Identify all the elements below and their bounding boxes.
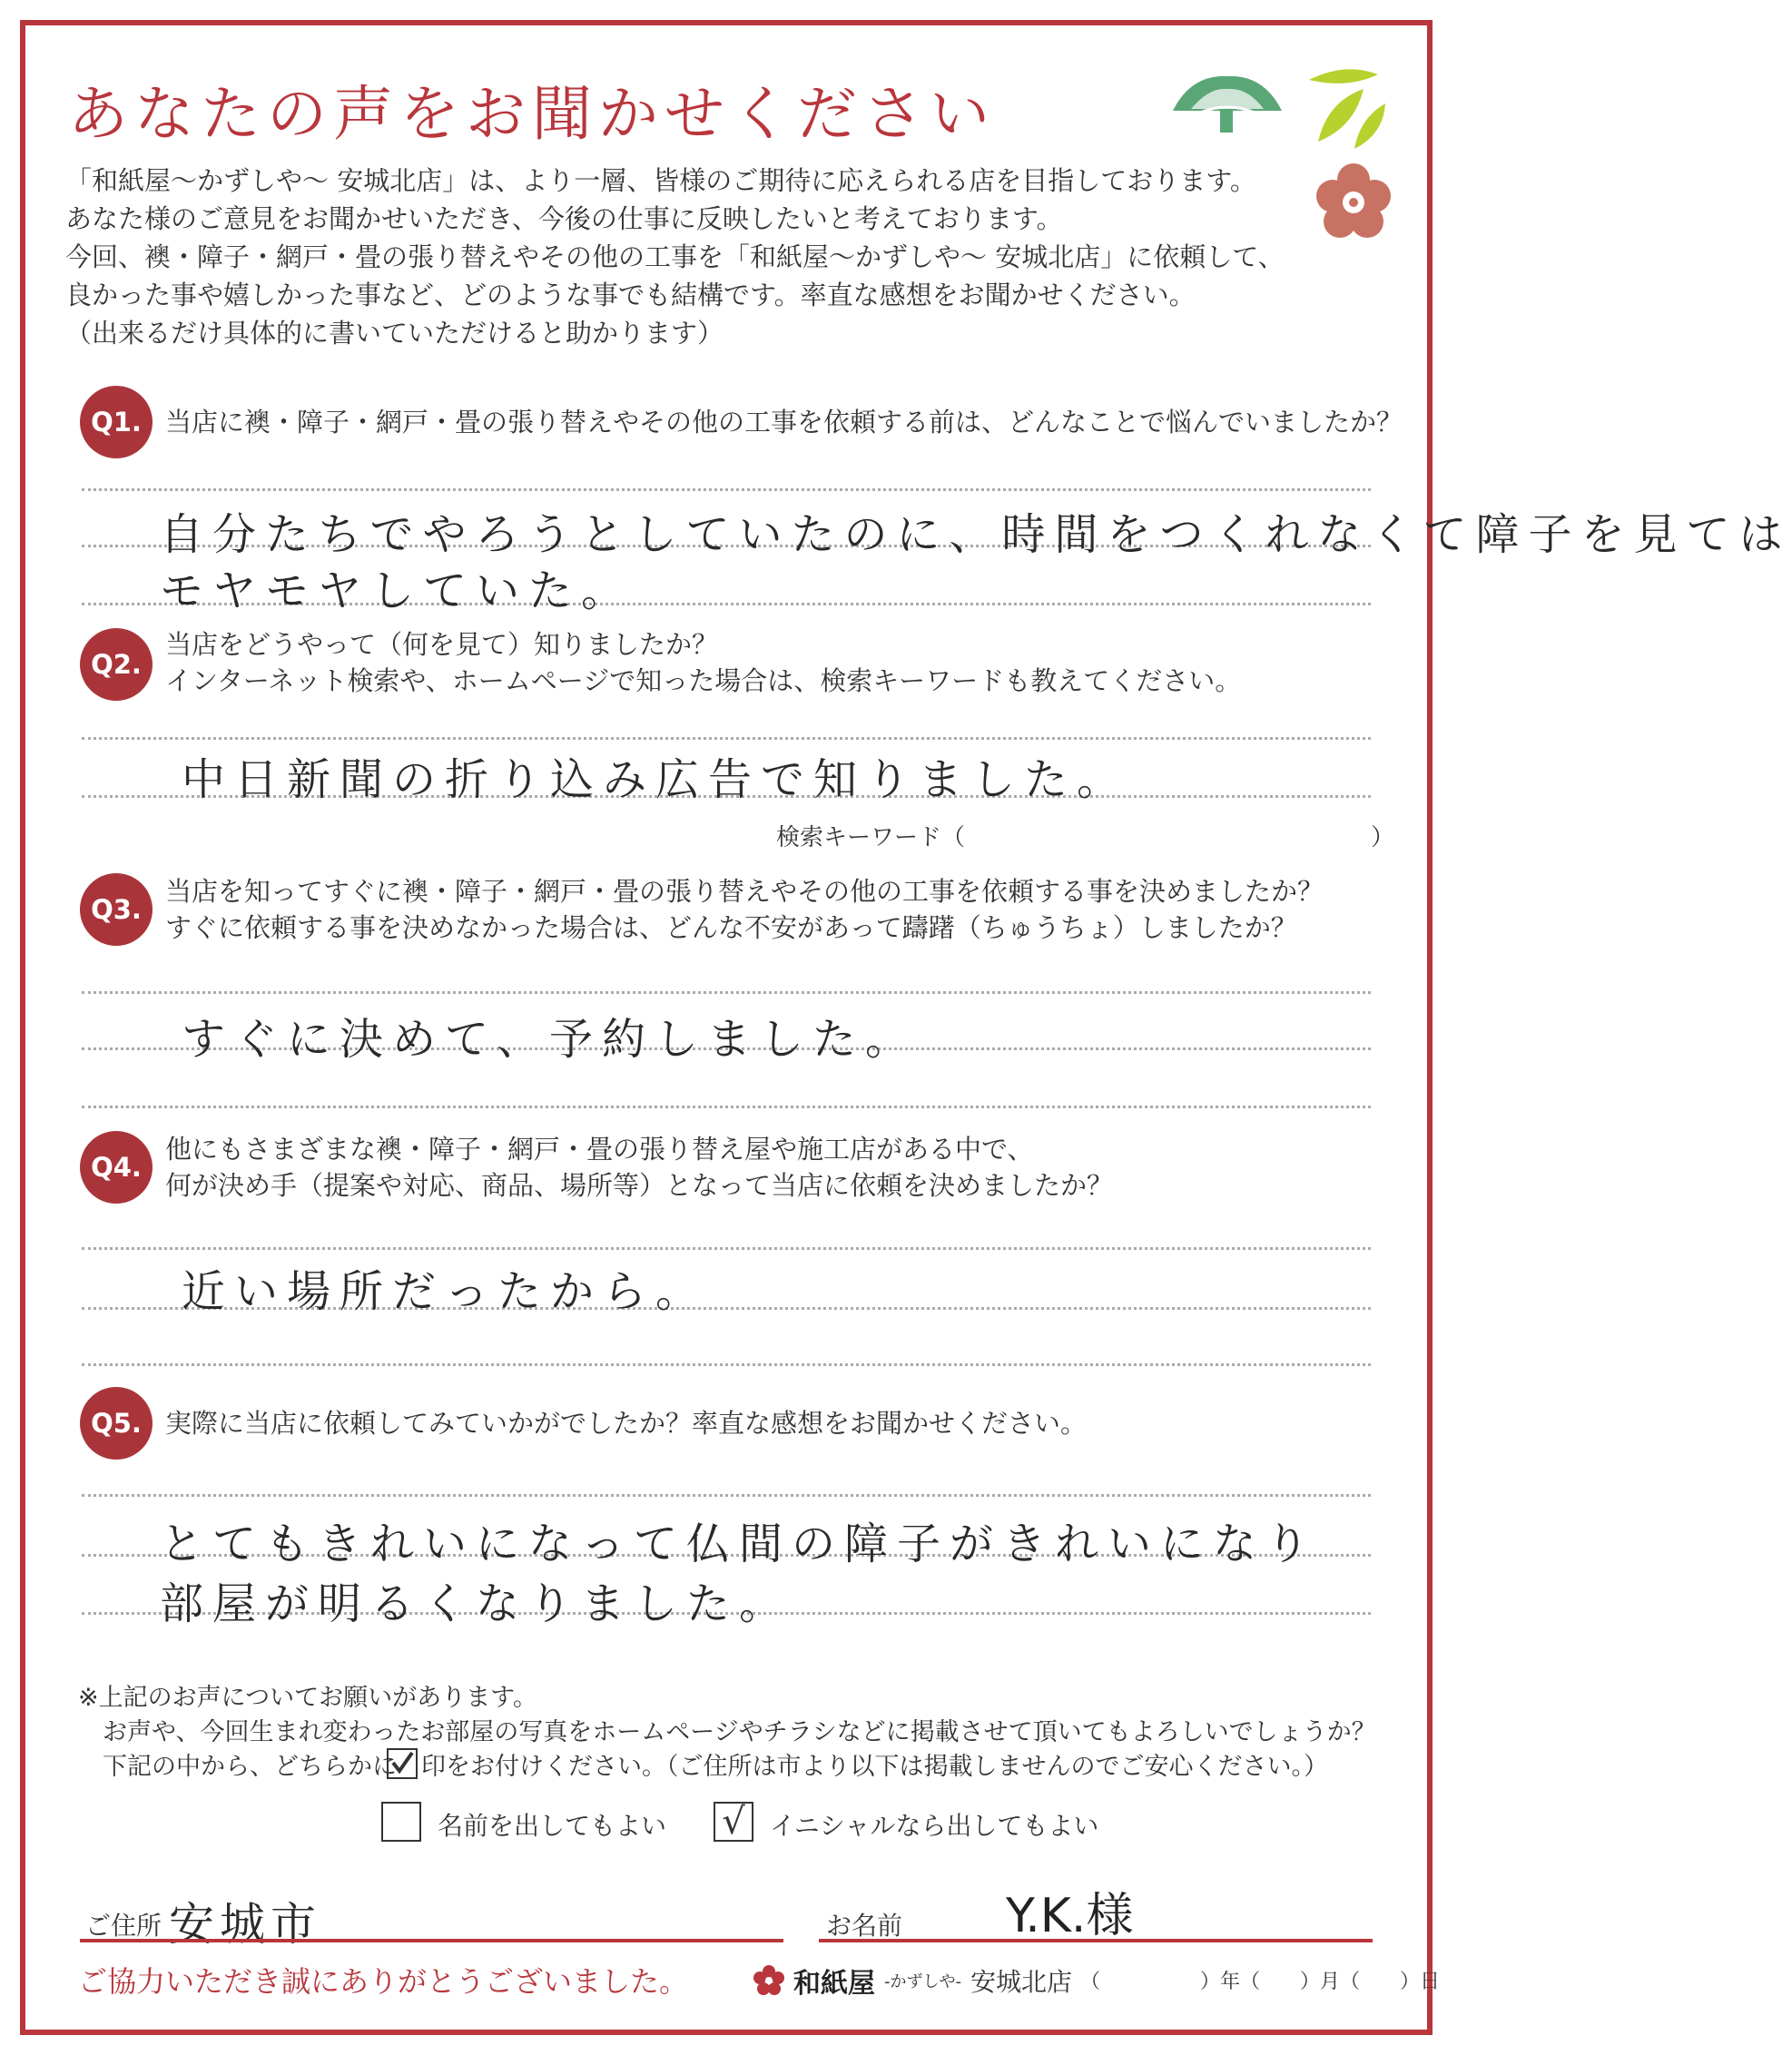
question-line: インターネット検索や、ホームページで知った場合は、検索キーワードも教えてください。	[165, 665, 1242, 696]
question-line: 当店に襖・障子・網戸・畳の張り替えやその他の工事を依頼する前は、どんなことで悩んでいましたか？	[165, 407, 1403, 438]
notice-line: 下記の中から、どちらかに 印をお付けください。（ご住所は市より以下は掲載しませんのでご安心ください。）	[78, 1753, 1328, 1781]
question-line: 実際に当店に依頼してみていかがでしたか？率直な感想をお聞かせください。	[165, 1408, 1088, 1439]
name-underline	[819, 1939, 1373, 1942]
answer-rule	[82, 737, 1371, 740]
question-line: 当店を知ってすぐに襖・障子・網戸・畳の張り替えやその他の工事を依頼する事を決めましたか？	[165, 876, 1324, 907]
brand-subtitle: -かずしや-	[884, 1972, 961, 1991]
brand-name: 和紙屋	[793, 1968, 875, 2000]
name-ok-checkbox[interactable]	[381, 1802, 421, 1842]
date-field[interactable]: （ ）年（ ）月（ ）日	[1080, 1971, 1441, 1993]
q2-question	[165, 626, 1241, 699]
intro-text	[65, 162, 1285, 352]
q3-badge: Q3.	[80, 873, 153, 946]
bamboo-leaf-icon	[1300, 62, 1391, 152]
q3-answer-line[interactable]: すぐに決めて、予約しました。	[182, 1014, 919, 1065]
q5-badge: Q5.	[80, 1387, 153, 1460]
question-line: 他にもさまざまな襖・障子・網戸・畳の張り替え屋や施工店がある中で、	[165, 1134, 1034, 1165]
intro-line: 今回、襖・障子・網戸・畳の張り替えやその他の工事を「和紙屋～かずしや～ 安城北店」に依頼して、	[65, 241, 1285, 272]
initial-ok-checkbox[interactable]: √	[714, 1802, 753, 1842]
answer-rule	[82, 1494, 1371, 1497]
q4-answer-line[interactable]: 近い場所だったから。	[182, 1266, 709, 1317]
keyword-label: 検索キーワード（	[776, 824, 966, 851]
intro-line: 「和紙屋～かずしや～ 安城北店」は、より一層、皆様のご期待に応えられる店を目指しております。	[65, 165, 1256, 196]
intro-line: あなた様のご意見をお聞かせいただき、今後の仕事に反映したいと考えております。	[65, 203, 1063, 234]
question-line: 何が決め手（提案や対応、商品、場所等）となって当店に依頼を決めましたか？	[165, 1170, 1114, 1201]
pine-icon	[1164, 56, 1291, 136]
q1-badge: Q1.	[80, 386, 153, 458]
page-title: あなたの声をお聞かせください	[68, 79, 996, 149]
answer-rule	[82, 1106, 1371, 1108]
answer-rule	[82, 488, 1371, 491]
keyword-field[interactable]	[776, 819, 1395, 852]
intro-line: （出来るだけ具体的に書いていただけると助かります）	[65, 318, 724, 349]
address-underline	[80, 1939, 783, 1942]
notice-line: ※上記のお声についてお願いがあります。	[78, 1684, 537, 1712]
checkmark-icon	[387, 1748, 418, 1779]
name-ok-label: 名前を出してもよい	[438, 1811, 667, 1841]
name-label: お名前	[826, 1911, 903, 1941]
publication-notice	[78, 1681, 1376, 1785]
notice-line: お声や、今回生まれ変わったお部屋の写真をホームページやチラシなどに掲載させて頂いてもよろしいでしょうか？	[78, 1718, 1376, 1746]
q1-question	[165, 404, 1403, 440]
initial-ok-label: イニシャルなら出してもよい	[770, 1811, 1099, 1841]
answer-rule	[82, 991, 1371, 994]
shop-signature	[753, 1961, 1072, 2001]
q1-answer-line[interactable]: 自分たちでやろうとしていたのに、時間をつくれなくて障子を見ては	[160, 509, 1792, 560]
answer-rule	[82, 1363, 1371, 1366]
thanks-message: ご協力いただき誠にありがとうございました。	[78, 1964, 689, 1999]
q4-question	[165, 1131, 1113, 1204]
answer-rule	[82, 1247, 1371, 1250]
question-line: すぐに依頼する事を決めなかった場合は、どんな不安があって躊躇（ちゅうちょ）しましたか？	[165, 912, 1297, 943]
plum-logo-icon	[753, 1965, 784, 1996]
q5-question	[165, 1405, 1087, 1441]
q2-answer-line[interactable]: 中日新聞の折り込み広告で知りました。	[182, 754, 1130, 805]
branch-name: 安城北店	[970, 1967, 1073, 1997]
q2-badge: Q2.	[80, 628, 153, 701]
name-value[interactable]: Y.K.様	[1006, 1889, 1134, 1943]
plum-blossom-icon	[1313, 162, 1394, 243]
address-label: ご住所	[85, 1911, 162, 1941]
question-line: 当店をどうやって（何を見て）知りましたか？	[165, 629, 719, 660]
intro-line: 良かった事や嬉しかった事など、どのような事でも結構です。率直な感想をお聞かせください。	[65, 280, 1196, 310]
q5-answer-line[interactable]: とてもきれいになって仏間の障子がきれいになり	[160, 1519, 1319, 1569]
q5-answer-line[interactable]: 部屋が明るくなりました。	[160, 1578, 793, 1629]
address-value[interactable]: 安城市	[169, 1898, 321, 1951]
q4-badge: Q4.	[80, 1131, 153, 1204]
q1-answer-line[interactable]: モヤモヤしていた。	[160, 565, 635, 616]
keyword-close: ）	[1371, 824, 1395, 851]
q3-question	[165, 873, 1324, 946]
